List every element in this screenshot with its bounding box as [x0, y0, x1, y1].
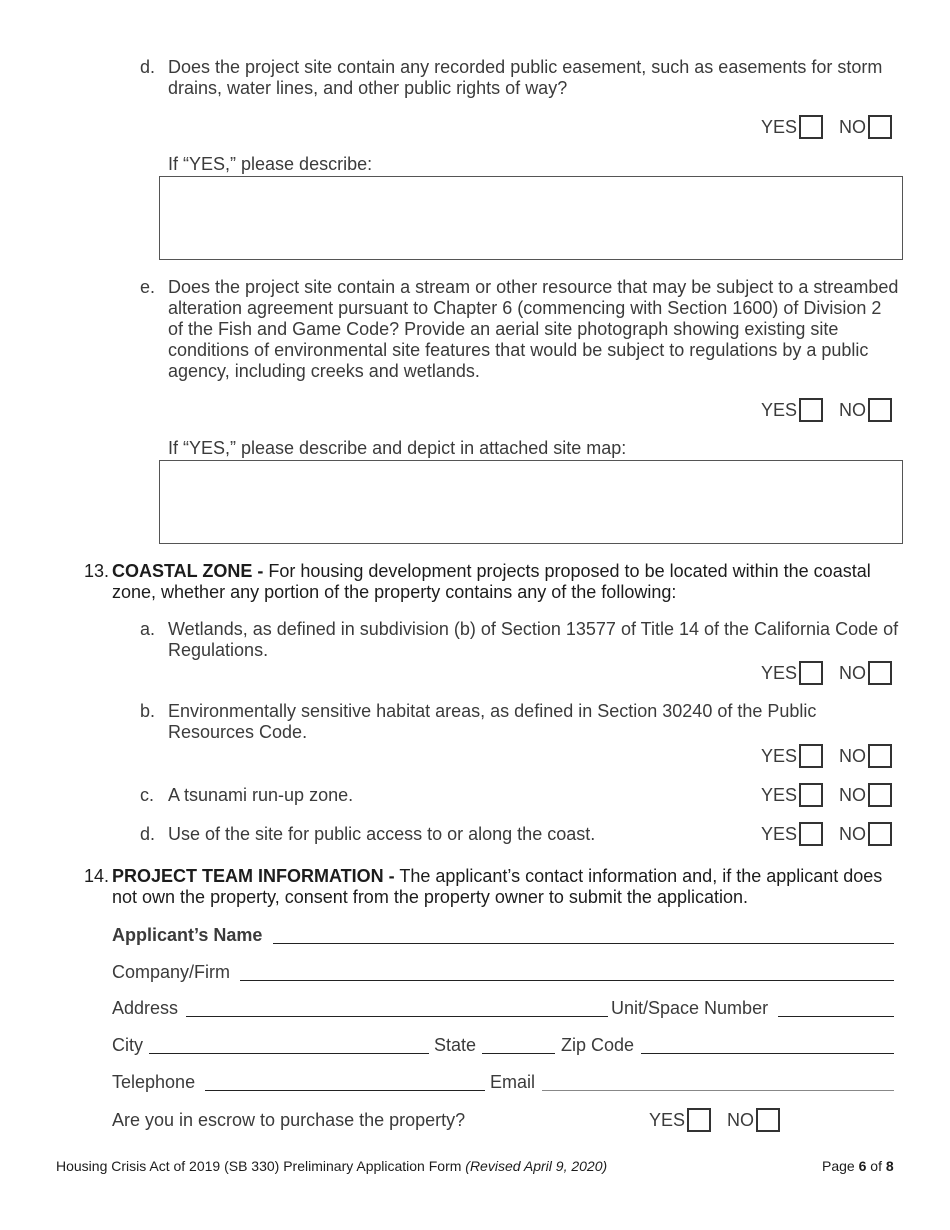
page-current: 6 [858, 1158, 867, 1174]
no-checkbox[interactable] [868, 661, 892, 685]
item-marker: a. [140, 619, 156, 639]
escrow-yes-no [649, 1106, 780, 1134]
section-number: 14. [84, 866, 110, 886]
no-label: NO [727, 1109, 755, 1130]
section-text: The applicant’s contact information and, if the applicant does not own the property, consent from the property owner to submit the application. [112, 866, 883, 907]
item-marker: c. [140, 785, 155, 805]
no-label: NO [839, 399, 867, 420]
state-label: State [434, 1035, 477, 1055]
section-13 [84, 561, 874, 603]
address-field[interactable] [186, 1016, 608, 1017]
question-12e [140, 277, 900, 382]
yes-checkbox[interactable] [799, 822, 823, 846]
yes-label: YES [761, 116, 798, 137]
question-text: Does the project site contain a stream or other resource that may be subject to a streambed alteration agreement pursuant to Chapter 6 (commencing with Section 1600) of Division 2 of the Fish and Game Code? Provide an aerial site photograph showing existing site conditions of environmental site features that would be subject to regulations by a public agency, including creeks and wetlands. [168, 277, 899, 381]
q12e-description-box[interactable] [159, 460, 903, 544]
email-label: Email [490, 1072, 536, 1092]
yes-checkbox[interactable] [799, 744, 823, 768]
question-13c [140, 785, 740, 806]
section-text: For housing development projects proposed to be located within the coastal zone, whether any portion of the property contains any of the following: [112, 561, 871, 602]
q12d-yes-no [761, 113, 892, 141]
yes-checkbox[interactable] [799, 661, 823, 685]
yes-label: YES [761, 784, 798, 805]
question-13a [140, 619, 900, 661]
yes-label: YES [761, 399, 798, 420]
no-checkbox[interactable] [868, 744, 892, 768]
describe-label: If “YES,” please describe: [168, 154, 373, 174]
page-number [822, 1158, 894, 1174]
yes-label: YES [649, 1109, 686, 1130]
item-marker: e. [140, 277, 156, 297]
telephone-label: Telephone [112, 1072, 196, 1092]
q13a-yes-no [761, 659, 892, 687]
q13c-yes-no [761, 781, 892, 809]
yes-label: YES [761, 823, 798, 844]
section-14 [84, 866, 884, 908]
yes-label: YES [761, 662, 798, 683]
no-checkbox[interactable] [756, 1108, 780, 1132]
state-field[interactable] [482, 1053, 555, 1054]
yes-checkbox[interactable] [799, 398, 823, 422]
applicant-name-label: Applicant’s Name [112, 925, 263, 945]
yes-checkbox[interactable] [799, 115, 823, 139]
q13b-yes-no [761, 742, 892, 770]
company-field[interactable] [240, 980, 894, 981]
page-of: of [866, 1158, 886, 1174]
describe-label: If “YES,” please describe and depict in attached site map: [168, 438, 627, 458]
unit-label: Unit/Space Number [611, 998, 769, 1018]
city-field[interactable] [149, 1053, 429, 1054]
page-prefix: Page [822, 1158, 859, 1174]
section-heading: COASTAL ZONE - [112, 561, 264, 581]
no-label: NO [839, 784, 867, 805]
question-text: Use of the site for public access to or along the coast. [168, 824, 596, 844]
unit-field[interactable] [778, 1016, 894, 1017]
footer-form-name: Housing Crisis Act of 2019 (SB 330) Preliminary Application Form [56, 1158, 466, 1174]
zip-field[interactable] [641, 1053, 894, 1054]
question-text: Wetlands, as defined in subdivision (b) of Section 13577 of Title 14 of the California Code of Regulations. [168, 619, 899, 660]
company-label: Company/Firm [112, 962, 231, 982]
applicant-name-field[interactable] [273, 943, 894, 944]
item-marker: d. [140, 824, 156, 844]
no-checkbox[interactable] [868, 398, 892, 422]
q12e-yes-no [761, 396, 892, 424]
q13d-yes-no [761, 820, 892, 848]
no-label: NO [839, 662, 867, 683]
question-text: Does the project site contain any recorded public easement, such as easements for storm drains, water lines, and other public rights of way? [168, 57, 883, 98]
email-field[interactable] [542, 1090, 894, 1091]
yes-label: YES [761, 745, 798, 766]
footer-revised: (Revised April 9, 2020) [465, 1158, 608, 1174]
footer-title [56, 1158, 607, 1174]
no-checkbox[interactable] [868, 822, 892, 846]
section-heading: PROJECT TEAM INFORMATION - [112, 866, 395, 886]
zip-label: Zip Code [561, 1035, 635, 1055]
no-checkbox[interactable] [868, 783, 892, 807]
city-label: City [112, 1035, 143, 1055]
yes-checkbox[interactable] [687, 1108, 711, 1132]
no-label: NO [839, 116, 867, 137]
question-13d [140, 824, 740, 845]
question-text: A tsunami run-up zone. [168, 785, 354, 805]
telephone-field[interactable] [205, 1090, 485, 1091]
page-total: 8 [885, 1158, 894, 1174]
question-13b [140, 701, 900, 743]
question-text: Environmentally sensitive habitat areas, as defined in Section 30240 of the Public Resources Code. [168, 701, 817, 742]
question-12d [140, 57, 900, 99]
q12d-description-box[interactable] [159, 176, 903, 260]
no-checkbox[interactable] [868, 115, 892, 139]
address-label: Address [112, 998, 179, 1018]
escrow-question: Are you in escrow to purchase the property? [112, 1110, 466, 1130]
no-label: NO [839, 745, 867, 766]
no-label: NO [839, 823, 867, 844]
item-marker: b. [140, 701, 156, 721]
yes-checkbox[interactable] [799, 783, 823, 807]
item-marker: d. [140, 57, 156, 77]
section-number: 13. [84, 561, 110, 581]
